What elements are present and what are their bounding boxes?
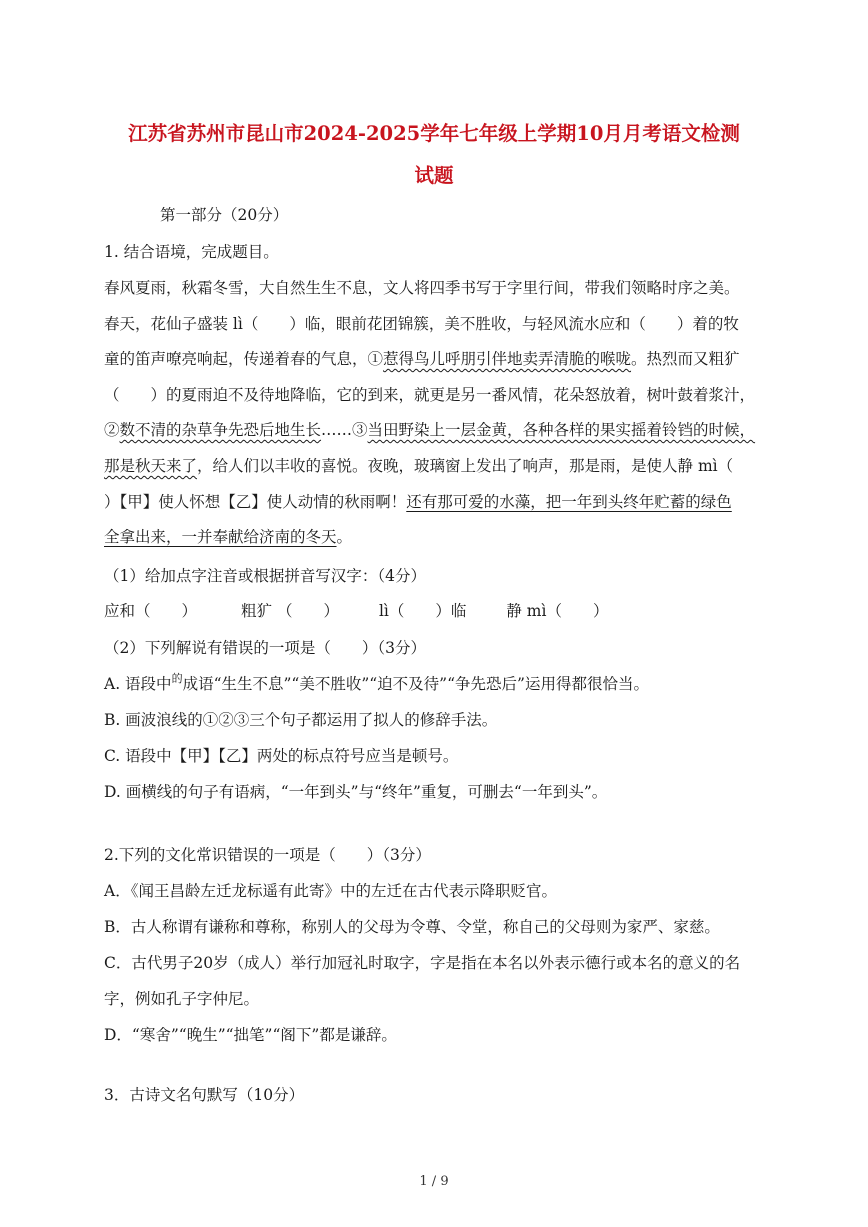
pinyin-item-3: lì（ ）临 <box>378 602 467 620</box>
passage-text: ）【甲】使人怀想【乙】使人动情的秋雨啊！ <box>104 493 407 511</box>
passage-line-2: 春天，花仙子盛装 lì（ ）临，眼前花团锦簇，美不胜收，与轻风流水应和（ ）着的牧 <box>104 315 739 333</box>
option-2a: A．《闻王昌龄左迁龙标遥有此寄》中的左迁在古代表示降职贬官。 <box>104 882 557 900</box>
option-2c-line2: 字，例如孔子字仲尼。 <box>104 990 260 1008</box>
option-2b: B．古人称谓有谦称和尊称，称别人的父母为令尊、令堂，称自己的父母则为家严、家慈。 <box>104 918 720 936</box>
wavy-sentence-3: 当田野染上一层金黄，各种各样的果实摇着铃铛的时候， <box>367 421 756 439</box>
passage-line-6 <box>104 454 733 476</box>
question-1-stem: 1. 结合语境，完成题目。 <box>104 243 279 261</box>
passage-line-1: 春风夏雨，秋霜冬雪，大自然生生不息，文人将四季书写于字里行间，带我们领略时序之美。 <box>104 279 740 297</box>
underlined-sentence: 还有那可爱的水藻，把一年到头终年贮蓄的绿色 <box>406 493 732 511</box>
passage-line-4: （ ）的夏雨迫不及待地降临，它的到来，就更是另一番风情，花朵怒放着，树叶鼓着浆汁， <box>104 386 756 404</box>
passage-line-7 <box>104 490 732 512</box>
superscript-char: 的 <box>171 672 183 685</box>
underlined-sentence-end: 全拿出来，一并奉献给济南的冬天 <box>104 528 337 546</box>
passage-text: 。 <box>336 528 353 546</box>
option-text: A. 语段中 <box>104 675 172 693</box>
passage-line-8 <box>104 525 352 547</box>
passage-line-5 <box>104 418 755 440</box>
option-1b: B. 画波浪线的①②③三个句子都运用了拟人的修辞手法。 <box>104 711 498 729</box>
page-number: 1 / 9 <box>419 1174 449 1189</box>
passage-text: ，给人们以丰收的喜悦。夜晚，玻璃窗上发出了响声，那是雨，是使人静 mì（ <box>197 457 734 475</box>
pinyin-item-1: 应和（ ） <box>104 602 198 620</box>
wavy-sentence-2: 数不清的杂草争先恐后地生长 <box>119 421 322 439</box>
subquestion-2-stem: （2）下列解说有错误的一项是（ ）（3分） <box>104 639 426 657</box>
wavy-sentence-1: 惹得鸟儿呼朋引伴地卖弄清脆的喉咙 <box>383 350 632 368</box>
passage-text: 童的笛声嘹亮响起，传递着春的气息，① <box>104 350 384 368</box>
passage-line-3 <box>104 347 740 369</box>
option-1d: D. 画横线的句子有语病，“一年到头”与“终年”重复，可删去“一年到头”。 <box>104 783 608 801</box>
question-3-stem: 3．古诗文名句默写（10分） <box>104 1086 305 1104</box>
option-2c-line1: C．古代男子20岁（成人）举行加冠礼时取字，字是指在本名以外表示德行或本名的意义的名 <box>104 954 741 972</box>
option-1a <box>104 672 649 694</box>
passage-text: ……③ <box>321 421 368 439</box>
part-heading: 第一部分（20分） <box>160 206 289 224</box>
option-text: 成语“生生不息”“美不胜收”“迫不及待”“争先恐后”运用得都很恰当。 <box>182 675 649 693</box>
document-title-line2: 试题 <box>414 164 454 187</box>
subquestion-1-items <box>104 599 608 621</box>
pinyin-item-4: 静 mì（ ） <box>506 602 609 620</box>
passage-text: ② <box>104 421 120 439</box>
question-2-stem: 2.下列的文化常识错误的一项是（ ）（3分） <box>104 846 431 864</box>
option-1c: C. 语段中【甲】【乙】两处的标点符号应当是顿号。 <box>104 747 459 765</box>
wavy-sentence-3-end: 那是秋天来了 <box>104 457 198 475</box>
document-title-line1: 江苏省苏州市昆山市2024-2025学年七年级上学期10月月考语文检测 <box>128 122 740 145</box>
pinyin-item-2: 粗犷 （ ） <box>241 602 339 620</box>
option-2d: D．“寒舍”“晚生”“拙笔”“阁下”都是谦辞。 <box>104 1026 397 1044</box>
passage-text: 。热烈而又粗犷 <box>631 350 740 368</box>
subquestion-1-stem: （1）给加点字注音或根据拼音写汉字：（4分） <box>104 567 426 585</box>
